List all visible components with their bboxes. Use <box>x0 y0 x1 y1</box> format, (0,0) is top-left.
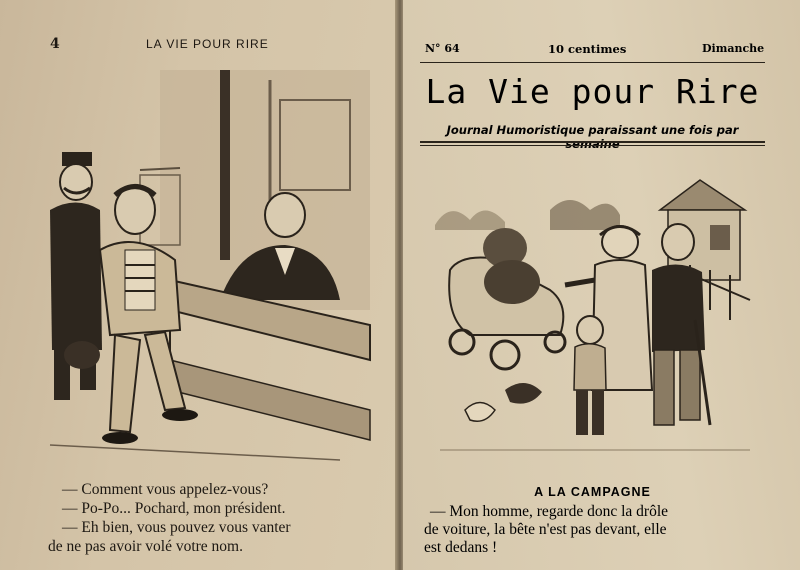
caption-line: — Mon homme, regarde donc la drôle <box>430 503 669 520</box>
cartoon-caption <box>424 503 769 557</box>
masthead-rule-bottom <box>420 141 765 143</box>
caption-title: A LA CAMPAGNE <box>534 485 651 499</box>
caption-line: est dedans ! <box>424 539 498 556</box>
courtroom-illustration <box>40 60 380 470</box>
masthead-subtitle: Journal Humoristique paraissant une fois par semaine <box>446 123 739 151</box>
price: 10 centimes <box>548 42 627 56</box>
dialogue-line: de ne pas avoir volé votre nom. <box>48 538 243 555</box>
masthead-rule-bottom-2 <box>420 145 765 146</box>
masthead-title: La Vie pour Rire <box>425 72 760 111</box>
caption-line: de voiture, la bête n'est pas devant, elle <box>424 521 667 538</box>
page-number: 4 <box>50 36 60 52</box>
issue-number: N° 64 <box>425 42 460 55</box>
dialogue-line: — Comment vous appelez-vous? <box>62 481 269 498</box>
left-page <box>0 0 397 570</box>
countryside-illustration <box>430 170 760 460</box>
dialogue-line: — Eh bien, vous pouvez vous vanter <box>62 519 291 536</box>
day: Dimanche <box>702 42 765 55</box>
cartoon-dialogue <box>48 480 382 556</box>
dialogue-line: — Po-Po... Pochard, mon président. <box>62 500 286 517</box>
running-head: LA VIE POUR RIRE <box>146 37 269 51</box>
masthead-rule-top <box>420 62 765 63</box>
